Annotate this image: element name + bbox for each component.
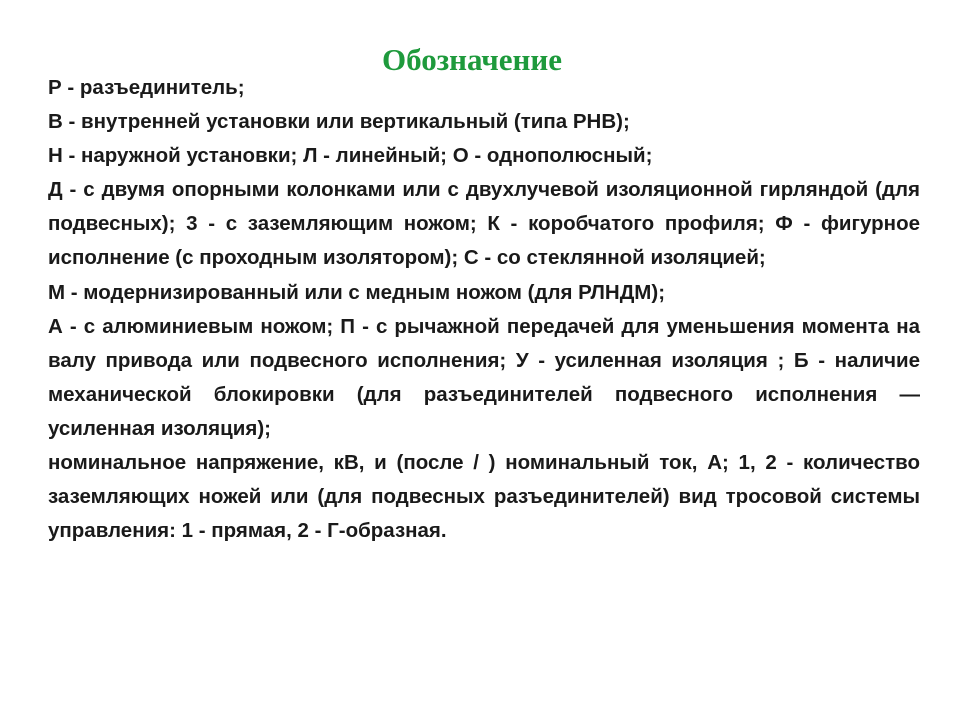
paragraph-indoor: В - внутренней установки или вертикальный (типа РНВ); (48, 110, 630, 134)
paragraph-two-columns: Д - с двумя опорными колонками или с двухлучевой изоляционной гирляндой (для подвесных); 3 - с заземляющим ножом; К - коробчатого профиля; Ф - фигурное исполнение (с проходным изолятором); С - со стеклянной изоляцией; (48, 178, 920, 270)
paragraph-aluminium: А - с алюминиевым ножом; П - с рычажной передачей для уменьшения момента на валу привода или подвесного исполнения; У - усиленная изоляция ; Б - наличие механической блокировки (для разъединителей подвесного исполнения — усиленная изоляция); (48, 314, 920, 440)
paragraph-modernized: М - модернизированный или с медным ножом (для РЛНДМ); (48, 280, 666, 304)
slide-body (48, 71, 920, 548)
paragraph-nominal: номинальное напряжение, кВ, и (после / ) номинальный ток, А; 1, 2 - количество заземляющих ножей или (для подвесных разъединителей) вид тросовой системы управления: 1 - прямая, 2 - Г-образная. (48, 451, 920, 543)
slide-title: Обозначение (381, 42, 562, 77)
paragraph-disconnector: Р - разъединитель; (48, 76, 245, 99)
paragraph-outdoor: Н - наружной установки; Л - линейный; О - однополюсный; (48, 144, 653, 168)
